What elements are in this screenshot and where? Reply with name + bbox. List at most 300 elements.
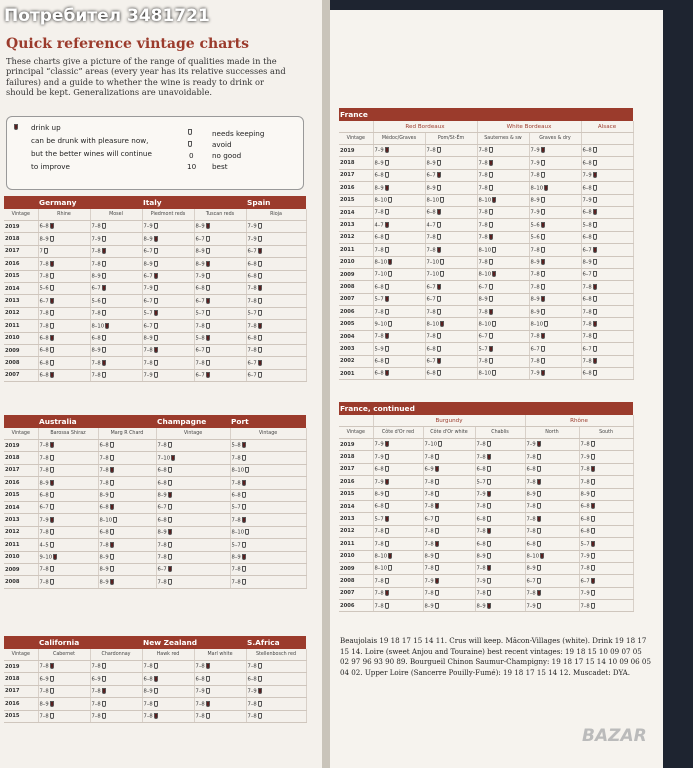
vintage-year: 2008 (339, 575, 373, 587)
rating-cell (156, 563, 230, 575)
wine-glass-icon (487, 491, 491, 497)
rating-value: 7–8 (580, 466, 590, 473)
rating-cell (581, 256, 633, 268)
wine-glass-icon (489, 160, 493, 166)
rating-value: 8–10 (374, 197, 387, 204)
rating-value: 6–7 (426, 296, 436, 303)
rating-value: 6–8 (247, 261, 257, 268)
wine-glass-icon (591, 441, 595, 447)
rating-cell (142, 685, 194, 697)
rating-cell (477, 368, 529, 380)
vintage-year: 2017 (4, 245, 38, 257)
rating-cell (529, 293, 581, 305)
legend-box (6, 116, 304, 190)
rating-cell (579, 538, 633, 550)
wine-glass-icon (591, 528, 595, 534)
rating-cell (425, 268, 477, 280)
wine-glass-icon (593, 209, 597, 215)
rating-cell (230, 514, 306, 526)
rating-value: 7–8 (478, 147, 488, 154)
rating-cell (477, 306, 529, 318)
rating-value: 7–8 (478, 259, 488, 266)
rating-value: 7–8 (424, 454, 434, 461)
wine-glass-icon (440, 197, 444, 203)
rating-value: 8–9 (39, 480, 49, 487)
rating-value: 7–8 (157, 579, 167, 586)
rating-cell (579, 587, 633, 599)
wine-glass-icon (110, 467, 114, 473)
vintage-year: 2007 (339, 293, 373, 305)
wine-glass-icon (102, 298, 106, 304)
rating-cell (142, 258, 194, 270)
rating-value: 7–9 (195, 273, 205, 280)
wine-glass-icon (435, 565, 439, 571)
rating-cell (423, 513, 475, 525)
wine-glass-icon (437, 333, 441, 339)
rating-cell (98, 464, 156, 476)
rating-cell (373, 281, 425, 293)
rating-value: 7–8 (143, 663, 153, 670)
rating-cell (579, 463, 633, 475)
rating-value: 7–9 (374, 479, 384, 486)
wine-glass-icon (385, 185, 389, 191)
rating-cell (38, 332, 90, 344)
section-port: Port (230, 415, 306, 428)
table-row (339, 219, 633, 231)
rating-cell (525, 600, 579, 612)
rating-value: 8–10 (426, 197, 439, 204)
rating-cell (194, 369, 246, 381)
vintage-header: Vintage (156, 428, 230, 440)
wine-glass-icon (487, 516, 491, 522)
section-italy: Italy (142, 196, 246, 209)
table-row (339, 306, 633, 318)
rating-value: 8–10 (526, 553, 539, 560)
rating-cell (98, 576, 156, 588)
wine-glass-icon (206, 713, 210, 719)
section-california: California (38, 636, 142, 649)
rating-cell (38, 576, 98, 588)
wine-glass-icon (385, 234, 389, 240)
col-graves: Graves & dry (529, 133, 581, 145)
rating-cell (38, 501, 98, 513)
vintage-year: 2010 (339, 256, 373, 268)
col-pomerol: Pom/St-Ém (425, 133, 477, 145)
rating-cell (373, 587, 423, 599)
wine-glass-icon (206, 372, 210, 378)
rating-value: 5–7 (195, 310, 205, 317)
col-cote-dor-white: Côte d'Or white (423, 427, 475, 439)
vintage-year: 2010 (339, 550, 373, 562)
rating-value: 8–9 (530, 296, 540, 303)
rating-cell (525, 488, 579, 500)
wine-glass-icon (242, 504, 246, 510)
wine-glass-icon (258, 285, 262, 291)
vintage-year: 2015 (4, 489, 38, 501)
col-rhine: Rhine (38, 209, 90, 221)
wine-glass-icon (593, 284, 597, 290)
table-row (4, 307, 306, 319)
wine-glass-icon (385, 370, 389, 376)
rating-value: 7–8 (582, 309, 592, 316)
vintage-year: 2018 (4, 452, 38, 464)
rating-value: 6–8 (374, 466, 384, 473)
col-tuscan: Tuscan reds (194, 209, 246, 221)
rating-value: 6–7 (195, 372, 205, 379)
rating-value: 6–7 (247, 372, 257, 379)
rating-value: 8–10 (99, 517, 112, 524)
rating-value: 8–10 (478, 247, 491, 254)
wine-glass-icon (385, 333, 389, 339)
wine-glass-icon (440, 321, 444, 327)
vintage-year: 2012 (339, 231, 373, 243)
sub-alsace: Alsace (581, 121, 633, 133)
rating-cell (579, 562, 633, 574)
wine-glass-icon (385, 309, 389, 315)
table-row (339, 575, 633, 587)
rating-value: 8–9 (426, 160, 436, 167)
wine-glass-icon (110, 529, 114, 535)
rating-cell (373, 293, 425, 305)
wine-glass-icon (385, 209, 389, 215)
rating-value: 7–8 (478, 358, 488, 365)
rating-value: 7–8 (426, 234, 436, 241)
rating-value: 7–8 (478, 185, 488, 192)
rating-cell (38, 673, 90, 685)
rating-value: 6–8 (247, 335, 257, 342)
wine-glass-icon (50, 492, 54, 498)
wine-glass-icon (154, 248, 158, 254)
wine-glass-icon (591, 565, 595, 571)
wine-glass-icon (591, 553, 595, 559)
rating-value: 7–8 (426, 147, 436, 154)
wine-glass-icon (591, 454, 595, 460)
rating-value: 6–7 (580, 578, 590, 585)
rating-value: 7–8 (39, 455, 49, 462)
wine-glass-icon (258, 248, 262, 254)
wine-glass-icon (154, 298, 158, 304)
table-row (4, 344, 306, 356)
wine-glass-icon (537, 479, 541, 485)
rating-value: 7–8 (582, 358, 592, 365)
table-row (4, 576, 306, 588)
rating-cell (581, 231, 633, 243)
rating-value: 8–9 (39, 701, 49, 708)
legend-keeping: needs keeping (212, 129, 265, 138)
rating-value: 7–8 (530, 358, 540, 365)
rating-cell (373, 368, 425, 380)
rating-value: 7–8 (526, 454, 536, 461)
wine-glass-icon (541, 296, 545, 302)
rating-cell (423, 439, 475, 451)
wine-glass-icon (537, 516, 541, 522)
rating-cell (373, 562, 423, 574)
rating-cell (373, 219, 425, 231)
rating-cell (156, 551, 230, 563)
rating-cell (194, 698, 246, 710)
rating-value: 6–8 (582, 160, 592, 167)
rating-cell (423, 500, 475, 512)
sub-red-bordeaux: Red Bordeaux (373, 121, 477, 133)
rating-value: 7–8 (424, 503, 434, 510)
rating-cell (525, 439, 579, 451)
rating-value: 7–8 (157, 542, 167, 549)
rating-value: 7–8 (91, 248, 101, 255)
wine-glass-icon (385, 441, 389, 447)
wine-glass-icon (154, 688, 158, 694)
rating-cell (90, 282, 142, 294)
wine-glass-icon (489, 309, 493, 315)
rating-value: 7–8 (526, 503, 536, 510)
rating-cell (373, 538, 423, 550)
page-title: Quick reference vintage charts (6, 36, 250, 52)
wine-glass-icon (541, 358, 545, 364)
rating-value: 9–10 (39, 554, 52, 561)
wine-glass-icon (492, 271, 496, 277)
wine-glass-icon (110, 492, 114, 498)
rating-value: 7–8 (476, 441, 486, 448)
rating-value: 7–8 (91, 372, 101, 379)
wine-glass-icon (593, 147, 597, 153)
wine-glass-icon (385, 358, 389, 364)
wine-glass-icon (385, 172, 389, 178)
rating-cell (38, 369, 90, 381)
vintage-year: 2011 (339, 538, 373, 550)
wine-glass-icon (242, 480, 246, 486)
rating-cell (142, 661, 194, 673)
rating-value: 6–7 (478, 284, 488, 291)
vintage-year: 2017 (4, 685, 38, 697)
wine-glass-icon (206, 663, 210, 669)
vintage-year: 2019 (4, 440, 38, 452)
rating-value: 6–8 (91, 335, 101, 342)
rating-cell (98, 489, 156, 501)
wine-glass-icon (168, 504, 172, 510)
wine-glass-icon (537, 590, 541, 596)
vintage-year: 2014 (4, 501, 38, 513)
rating-value: 7–8 (231, 455, 241, 462)
rating-cell (475, 587, 525, 599)
rating-cell (246, 344, 306, 356)
section-new-zealand: New Zealand (142, 636, 246, 649)
rating-value: 7–9 (530, 209, 540, 216)
rating-cell (425, 306, 477, 318)
rating-cell (477, 343, 529, 355)
col-chablis: Chablis (475, 427, 525, 439)
wine-glass-icon (110, 504, 114, 510)
rating-cell (525, 500, 579, 512)
vintage-year: 2016 (4, 258, 38, 270)
rating-cell (246, 320, 306, 332)
wine-glass-icon (242, 579, 246, 585)
rating-cell (425, 355, 477, 367)
wine-glass-icon (154, 347, 158, 353)
rating-cell (98, 526, 156, 538)
rating-value: 6–8 (580, 528, 590, 535)
legend-pleasure: can be drunk with pleasure now, (31, 136, 149, 145)
rating-cell (525, 550, 579, 562)
rating-value: 7–8 (195, 663, 205, 670)
rating-cell (529, 231, 581, 243)
rating-value: 6–8 (426, 370, 436, 377)
rating-cell (477, 281, 529, 293)
vintage-year: 2011 (4, 539, 38, 551)
sub-burgundy: Burgundy (373, 415, 525, 427)
wine-glass-icon (168, 480, 172, 486)
wine-glass-icon (206, 701, 210, 707)
rating-value: 4–7 (426, 222, 436, 229)
rating-cell (581, 244, 633, 256)
rating-cell (38, 295, 90, 307)
rating-value: 8–9 (99, 554, 109, 561)
wine-glass-icon (206, 273, 210, 279)
wine-glass-icon (50, 261, 54, 267)
rating-value: 6–8 (247, 273, 257, 280)
rating-value: 7–9 (424, 578, 434, 585)
table-row (4, 539, 306, 551)
vintage-year: 2008 (339, 281, 373, 293)
rating-value: 8–9 (580, 491, 590, 498)
wine-glass-icon (245, 529, 249, 535)
wine-glass-icon (110, 455, 114, 461)
table-row (339, 368, 633, 380)
rating-cell (373, 488, 423, 500)
rating-value: 8–10 (374, 553, 387, 560)
rating-value: 6–7 (424, 516, 434, 523)
vintage-year: 2014 (4, 282, 38, 294)
wine-glass-icon (258, 223, 262, 229)
rating-value: 8–9 (530, 309, 540, 316)
wine-glass-icon (492, 321, 496, 327)
wine-glass-icon (385, 503, 389, 509)
rating-value: 7–8 (247, 298, 257, 305)
wine-glass-icon (50, 455, 54, 461)
vintage-year: 2002 (339, 355, 373, 367)
rating-value: 8–10 (374, 565, 387, 572)
rating-cell (142, 282, 194, 294)
rating-value: 8–10 (478, 197, 491, 204)
wine-glass-icon (489, 222, 493, 228)
rating-value: 7–8 (157, 442, 167, 449)
wine-glass-icon (440, 259, 444, 265)
wine-glass-icon (154, 273, 158, 279)
table-row (4, 563, 306, 575)
rating-value: 6–8 (157, 480, 167, 487)
rating-cell (525, 562, 579, 574)
rating-value: 9–10 (374, 321, 387, 328)
rating-cell (194, 344, 246, 356)
rating-cell (425, 194, 477, 206)
rating-cell (98, 514, 156, 526)
vintage-year: 2019 (4, 221, 38, 233)
col-piedmont: Piedmont reds (142, 209, 194, 221)
rating-cell (156, 514, 230, 526)
rating-value: 6–8 (39, 492, 49, 499)
rating-value: 6–8 (476, 541, 486, 548)
table-row (339, 451, 633, 463)
rating-value: 7–8 (39, 579, 49, 586)
rating-value: 5–6 (39, 285, 49, 292)
wine-glass-icon (242, 455, 246, 461)
wine-glass-icon (154, 236, 158, 242)
wine-glass-icon (113, 517, 117, 523)
table-row (4, 295, 306, 307)
rating-cell (230, 576, 306, 588)
book-spine (322, 0, 330, 768)
rating-value: 7–8 (476, 503, 486, 510)
table-row (339, 587, 633, 599)
wine-glass-icon (437, 234, 441, 240)
rating-value: 7–8 (478, 160, 488, 167)
col-hawkes-bay: Hawk red (142, 649, 194, 661)
rating-value: 5–8 (195, 335, 205, 342)
wine-glass-icon (487, 466, 491, 472)
wine-glass-icon (385, 160, 389, 166)
rating-cell (38, 698, 90, 710)
rating-cell (477, 169, 529, 181)
wine-glass-icon (168, 442, 172, 448)
wine-glass-icon (487, 565, 491, 571)
wine-glass-icon (110, 554, 114, 560)
rating-value: 6–8 (580, 503, 590, 510)
rating-value: 7–8 (247, 323, 257, 330)
rating-cell (425, 330, 477, 342)
rating-value: 8–9 (374, 160, 384, 167)
rating-cell (581, 355, 633, 367)
vintage-year: 2013 (4, 514, 38, 526)
rating-value: 6–7 (195, 347, 205, 354)
rating-value: 7–8 (195, 701, 205, 708)
rating-cell (98, 440, 156, 452)
wine-glass-icon (437, 185, 441, 191)
rating-cell (581, 206, 633, 218)
rating-cell (529, 244, 581, 256)
vintage-year: 2017 (339, 169, 373, 181)
table-row (4, 673, 306, 685)
wine-glass-icon (388, 197, 392, 203)
rating-cell (477, 157, 529, 169)
rating-value: 8–10 (231, 467, 245, 474)
rating-cell (98, 477, 156, 489)
vintage-year: 2019 (339, 145, 373, 157)
wine-glass-icon (437, 209, 441, 215)
rating-cell (529, 368, 581, 380)
rating-value: 7–10 (424, 441, 437, 448)
rating-cell (529, 157, 581, 169)
rating-value: 7–9 (247, 223, 257, 230)
wine-glass-icon (537, 541, 541, 547)
rating-value: 7–8 (580, 565, 590, 572)
vintage-year: 2005 (339, 318, 373, 330)
rating-cell (246, 307, 306, 319)
rating-value: 7–8 (39, 442, 49, 449)
wine-glass-icon (437, 247, 441, 253)
vintage-year: 2019 (339, 439, 373, 451)
rating-value: 7–8 (580, 603, 590, 610)
vintage-year: 2009 (4, 344, 38, 356)
wine-glass-icon (168, 566, 172, 572)
rating-value: 6–8 (143, 676, 153, 683)
wine-glass-icon (258, 360, 262, 366)
rating-value: 8–9 (426, 185, 436, 192)
rating-cell (423, 550, 475, 562)
wine-glass-icon (206, 261, 210, 267)
vintage-year: 2014 (339, 206, 373, 218)
rating-cell (194, 673, 246, 685)
rating-cell (246, 710, 306, 722)
rating-value: 8–9 (99, 579, 109, 586)
rating-value: 7–9 (476, 491, 486, 498)
